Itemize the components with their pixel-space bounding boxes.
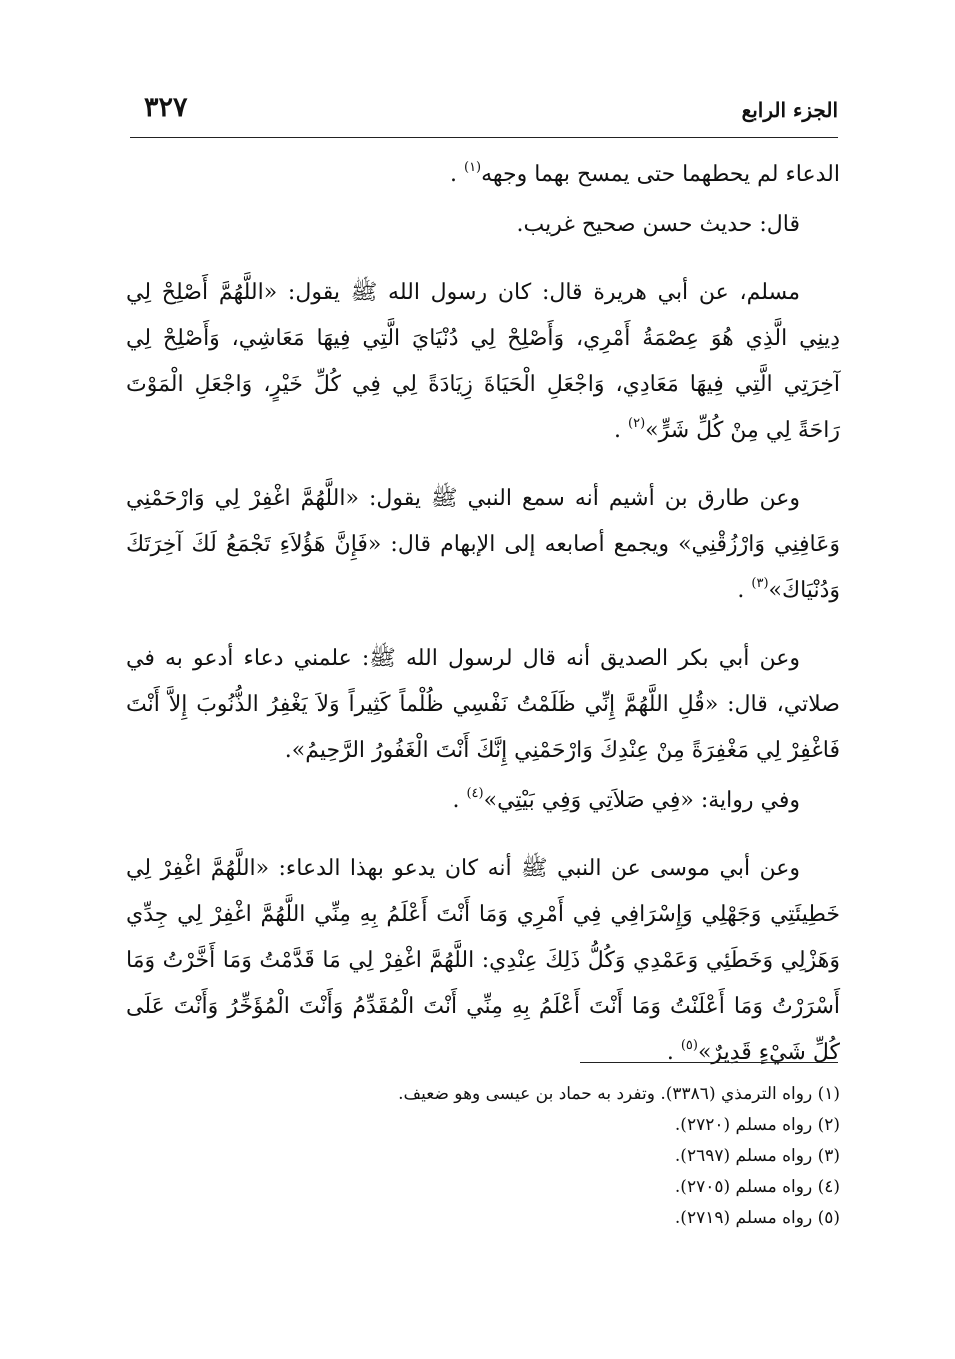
- period: .: [449, 162, 457, 187]
- paragraph-hadith-abu-hurayra: [126, 270, 840, 454]
- paragraph-hadith-abu-bakr: وعن أبي بكر الصديق أنه قال لرسول الله ﷺ: علمني دعاء أدعو به في صلاتي، قال: «قُلِ اللَّهُمَّ إِنِّي ظَلَمْتُ نَفْسِي ظُلْماً كَثِيراً وَلاَ يَغْفِرُ الذُّنُوبَ إِلاَّ أَنْتَ فَاغْفِرْ لِي مَغْفِرَةً مِنْ عِنْدِكَ وَارْحَمْنِي إِنَّكَ أَنْتَ الْغَفُورُ الرَّحِيمُ».: [126, 646, 840, 763]
- period: .: [737, 578, 745, 603]
- header-divider: [130, 137, 838, 138]
- footnotes: [200, 1079, 840, 1234]
- period: .: [452, 788, 460, 813]
- page-number: ٣٢٧: [144, 92, 188, 123]
- footnote-4: (٤) رواه مسلم (٢٧٠٥).: [674, 1177, 840, 1197]
- running-header-title: الجزء الرابع: [741, 98, 838, 122]
- paragraph-text: وفي رواية: «فِي صَلاَتِي وَفِي بَيْتِي»: [483, 788, 800, 813]
- paragraph-hadith-abu-musa: [126, 846, 840, 1076]
- running-header: [138, 92, 838, 136]
- footnote-reference: (٣): [751, 576, 769, 591]
- paragraph-continuation: [126, 152, 840, 198]
- footnote-reference: (٥): [680, 1038, 698, 1053]
- paragraph-grading: قال: حديث حسن صحيح غريب.: [516, 212, 800, 237]
- period: .: [614, 418, 622, 443]
- footnote-reference: (٢): [628, 416, 646, 431]
- paragraph-riwaya: [126, 778, 840, 824]
- footnote-1: (١) رواه الترمذي (٣٣٨٦). وتفرد به حماد بن عيسى وهو ضعيف.: [398, 1084, 840, 1104]
- period: .: [666, 1040, 674, 1065]
- paragraph-text: وعن أبي موسى عن النبي ﷺ أنه كان يدعو بهذا الدعاء: «اللَّهُمَّ اغْفِرْ لِي خَطِيئَتِي وَجَهْلِي وَإِسْرَافِي فِي أَمْرِي وَمَا أَنْتَ أَعْلَمُ بِهِ مِنِّي اللَّهُمَّ اغْفِرْ لِي جِدِّي وَهَزْلِي وَخَطَئِي وَعَمْدِي وَكُلُّ ذَلِكَ عِنْدِي: اللَّهُمَّ اغْفِرْ لِي مَا قَدَّمْتُ وَمَا أَخَّرْتُ وَمَا أَسْرَرْتُ وَمَا أَعْلَنْتُ وَمَا أَنْتَ أَعْلَمُ بِهِ مِنِّي أَنْتَ الْمُقَدِّمُ وَأَنْتَ الْمُؤَخِّرُ وَأَنْتَ عَلَى كُلِّ شَيْءٍ قَدِيرٌ»: [126, 856, 840, 1065]
- footnote-reference: (٤): [466, 786, 484, 801]
- footnote-2: (٢) رواه مسلم (٢٧٢٠).: [674, 1115, 840, 1135]
- main-text: [126, 152, 840, 1076]
- paragraph-hadith-tariq: [126, 476, 840, 614]
- footnote-reference: (١): [463, 160, 482, 175]
- footnote-5: (٥) رواه مسلم (٢٧١٩).: [674, 1208, 840, 1228]
- paragraph-text: مسلم، عن أبي هريرة قال: كان رسول الله ﷺ يقول: «اللَّهُمَّ أَصْلِحْ لِي دِينِي الَّذِي هُوَ عِصْمَةُ أَمْرِي، وَأَصْلِحْ لِي دُنْيَايَ الَّتِي فِيهَا مَعَاشِي، وَأَصْلِحْ لِي آخِرَتِي الَّتِي فِيهَا مَعَادِي، وَاجْعَلِ الْحَيَاةَ زِيَادَةً لِي فِي كُلِّ خَيْرٍ، وَاجْعَلِ الْمَوْتَ رَاحَةً لِي مِنْ كُلِّ شَرٍّ»: [126, 280, 840, 443]
- footnote-divider: [580, 1062, 838, 1063]
- paragraph-text: وعن طارق بن أشيم أنه سمع النبي ﷺ يقول: «اللَّهُمَّ اغْفِرْ لِي وَارْحَمْنِي وَعَافِنِي وَارْزُقْنِي» ويجمع أصابعه إلى الإبهام قال: «فَإِنَّ هَؤُلاَءِ تَجْمَعُ لَكَ آخِرَتَكَ وَدُنْيَاكَ»: [126, 486, 840, 603]
- footnote-3: (٣) رواه مسلم (٢٦٩٧).: [674, 1146, 840, 1166]
- paragraph-text: الدعاء لم يحطهما حتى يمسح بهما وجهه: [481, 162, 840, 187]
